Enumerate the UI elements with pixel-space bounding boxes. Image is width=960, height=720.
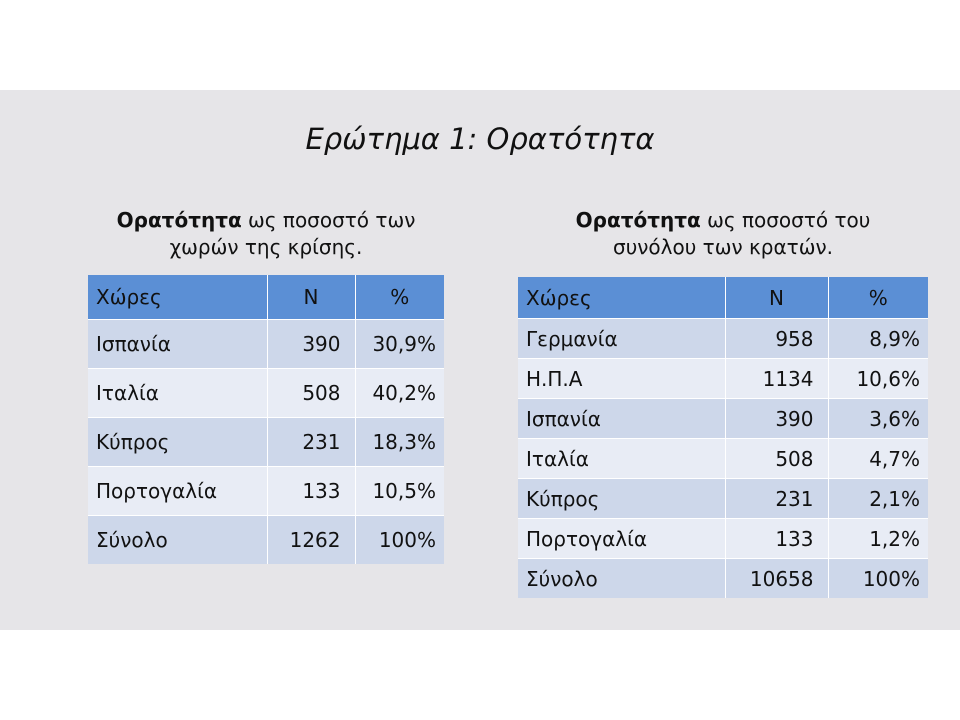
right-table-caption [518,207,928,261]
n-cell: 231 [725,479,828,519]
right-caption-line2: συνόλου των κρατών. [613,235,833,259]
table-row [518,359,928,399]
country-cell: Η.Π.Α [518,359,725,399]
right-header-n: Ν [725,277,828,319]
n-cell: 958 [725,319,828,359]
n-cell: 508 [725,439,828,479]
percent-cell: 3,6% [828,399,928,439]
country-cell: Πορτογαλία [88,467,267,516]
table-row [88,467,444,516]
table-row [518,479,928,519]
left-caption-bold: Ορατότητα [116,208,242,232]
percent-cell: 18,3% [355,418,444,467]
country-cell: Ιταλία [88,369,267,418]
right-table [518,277,928,598]
country-cell: Σύνολο [518,559,725,599]
right-header-countries: Χώρες [518,277,725,319]
n-cell: 390 [267,320,355,369]
table-row [88,320,444,369]
left-table [88,275,444,564]
percent-cell: 4,7% [828,439,928,479]
right-table-header-row [518,277,928,319]
right-caption-line1: ως ποσοστό του [700,208,871,232]
n-cell: 390 [725,399,828,439]
country-cell: Σύνολο [88,516,267,565]
left-table-header-row [88,275,444,320]
slide-title: Ερώτημα 1: Ορατότητα [305,122,655,156]
percent-cell: 30,9% [355,320,444,369]
table-row [518,519,928,559]
percent-cell: 40,2% [355,369,444,418]
n-cell: 10658 [725,559,828,599]
percent-cell: 10,5% [355,467,444,516]
table-row [518,399,928,439]
left-caption-line1: ως ποσοστό των [241,208,416,232]
right-header-percent: % [828,277,928,319]
n-cell: 133 [267,467,355,516]
n-cell: 133 [725,519,828,559]
total-row [518,559,928,599]
country-cell: Κύπρος [518,479,725,519]
n-cell: 231 [267,418,355,467]
percent-cell: 10,6% [828,359,928,399]
percent-cell: 2,1% [828,479,928,519]
percent-cell: 1,2% [828,519,928,559]
country-cell: Κύπρος [88,418,267,467]
right-caption-bold: Ορατότητα [575,208,701,232]
table-row [518,439,928,479]
percent-cell: 8,9% [828,319,928,359]
left-header-n: Ν [267,275,355,320]
table-row [88,369,444,418]
n-cell: 508 [267,369,355,418]
left-table-caption [88,207,444,261]
n-cell: 1262 [267,516,355,565]
country-cell: Πορτογαλία [518,519,725,559]
percent-cell: 100% [355,516,444,565]
n-cell: 1134 [725,359,828,399]
country-cell: Ιταλία [518,439,725,479]
left-caption-line2: χωρών της κρίσης. [169,235,363,259]
country-cell: Ισπανία [88,320,267,369]
percent-cell: 100% [828,559,928,599]
left-header-countries: Χώρες [88,275,267,320]
country-cell: Ισπανία [518,399,725,439]
left-header-percent: % [355,275,444,320]
total-row [88,516,444,565]
table-row [518,319,928,359]
table-row [88,418,444,467]
country-cell: Γερμανία [518,319,725,359]
